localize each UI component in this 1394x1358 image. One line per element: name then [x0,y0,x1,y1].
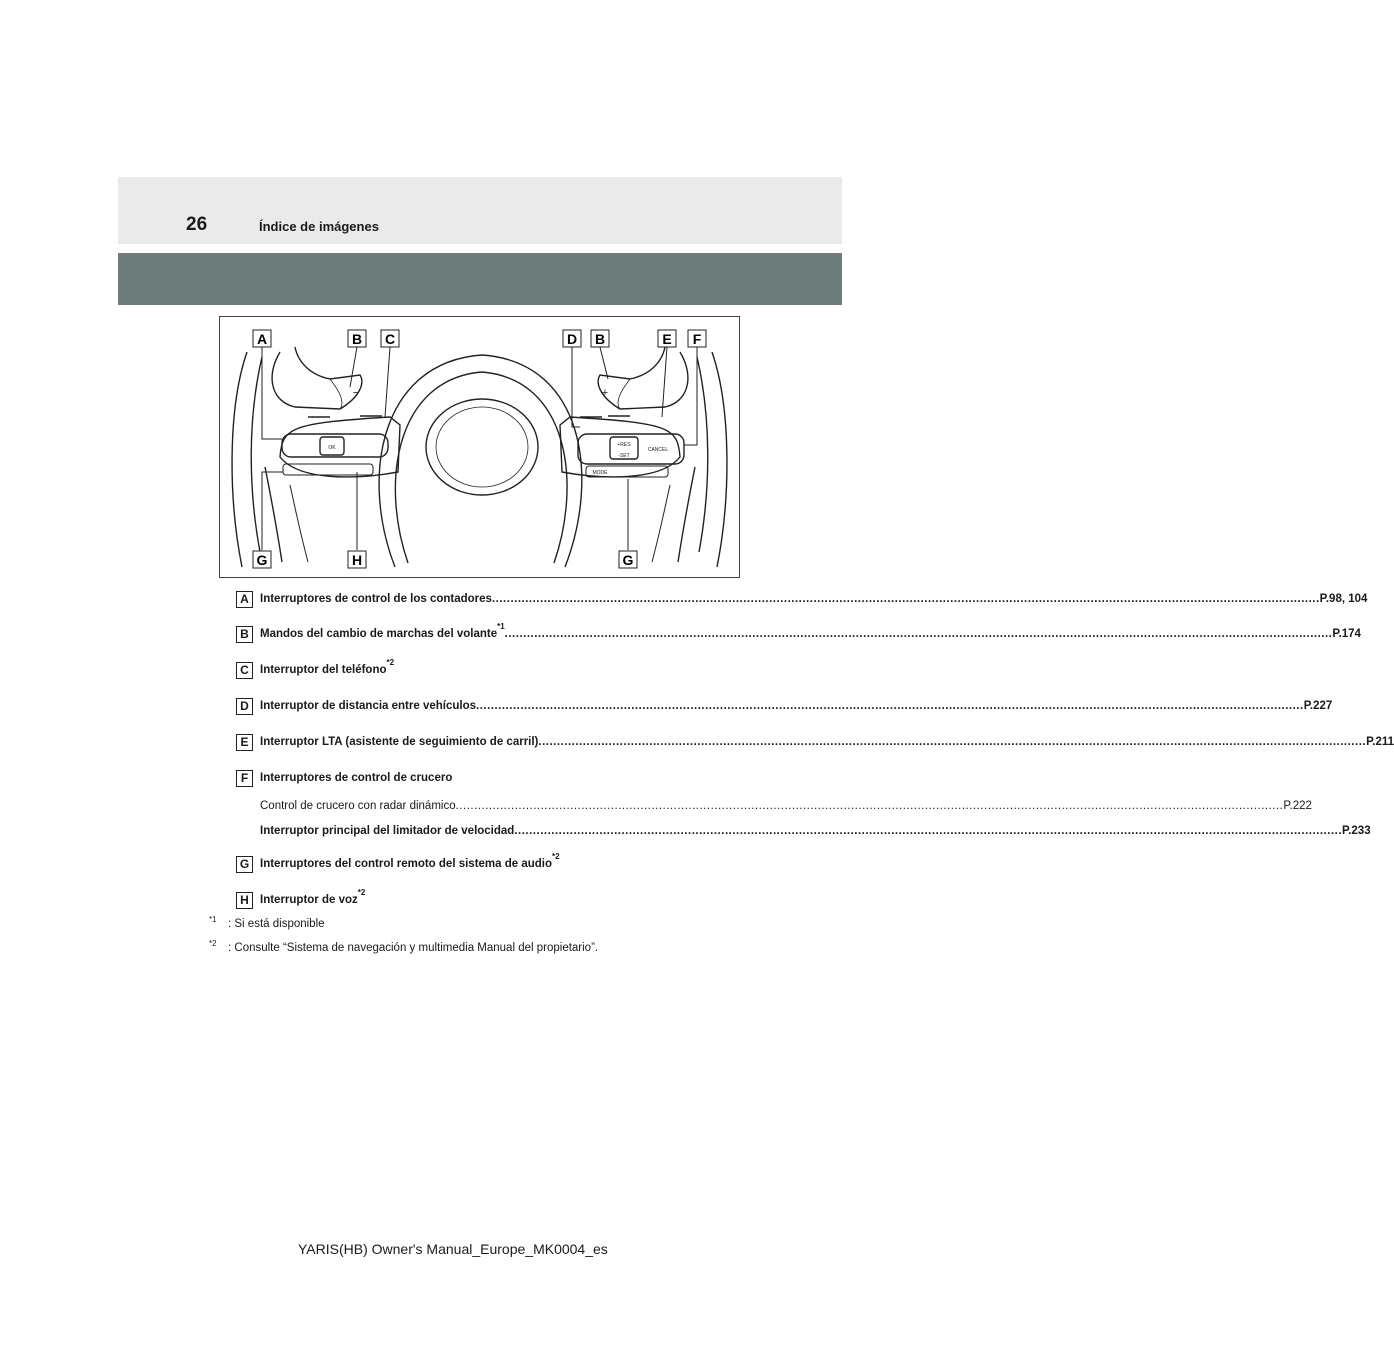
callout-g-right: G [622,552,634,568]
entry-page-ref: P.174 [1332,628,1361,640]
entry-label: Interruptor LTA (asistente de seguimiento de carril) [260,736,539,748]
footnote-text: : Consulte “Sistema de navegación y multimedia Manual del propietario”. [228,942,599,954]
entry-badge: H [236,892,253,909]
entry-c [236,658,722,679]
entry-page-ref: P.211 [1366,736,1394,748]
entry-page-ref: P.222 [1283,800,1312,812]
callout-c: C [384,331,396,347]
entry-badge: B [236,626,253,643]
callout-g-left: G [256,552,268,568]
entry-f [236,770,722,787]
entry-footnote-mark: *2 [357,888,366,897]
entry-page-ref: P.98, 104 [1319,593,1368,605]
callout-a: A [256,331,268,347]
title-bar [118,253,842,305]
entry-footnote-mark: *1 [497,622,505,631]
entry-badge: F [236,770,253,787]
entry-badge: C [236,662,253,679]
ok-button-label: OK [328,445,336,451]
entry-label: Interruptor de distancia entre vehículos [260,700,476,712]
entry-label: Control de crucero con radar dinámico [260,800,456,812]
entry-g [236,852,722,873]
entry-label: Mandos del cambio de marchas del volante [260,628,498,640]
sub-entry-radar-cruise [236,798,1312,815]
callout-b-right: B [594,331,606,347]
entry-h [236,888,722,909]
entry-badge: G [236,856,253,873]
paddle-plus-label: + [601,387,609,399]
paddle-minus-label: − [352,387,360,399]
entry-e [236,734,1394,751]
entry-d [236,698,1333,715]
callout-e: E [662,331,672,347]
callout-d: D [566,331,578,347]
steering-wheel-figure [219,316,740,578]
entry-badge: D [236,698,253,715]
entry-b [236,622,1361,643]
callout-b-left: B [351,331,363,347]
entry-page-ref: P.227 [1303,700,1333,712]
entry-label: Interruptor de voz [260,894,358,906]
sub-entry-speed-limiter [236,823,1371,840]
footnote-2: $^{*2}$ : Consulte “Sistema de navegación y multimedia Manual del propietario”. [209,939,599,954]
footnote-1: $^{*1}$ : Si está disponible [209,915,325,930]
set-button-label: -SET [618,453,630,459]
entry-a [236,591,1368,608]
entry-page-ref: P.233 [1342,825,1371,837]
steering-wheel-illustration [220,317,739,577]
entry-label: Interruptores de control de los contadores [260,593,492,605]
mode-button-label: MODE [592,470,608,476]
footnote-text: : Si está disponible [228,918,325,930]
entry-badge: A [236,591,253,608]
entry-footnote-mark: *2 [386,658,395,667]
cancel-button-label: CANCEL [647,447,669,453]
callout-h: H [351,552,363,568]
res-button-label: +RES [617,442,631,448]
entry-label: Interruptores de control de crucero [260,772,453,784]
entry-label: Interruptores del control remoto del sistema de audio [260,858,553,870]
entry-badge: E [236,734,253,751]
callout-f: F [692,331,702,347]
entry-footnote-mark: *2 [552,852,560,861]
page-number: 26 [186,214,208,235]
section-title: Índice de imágenes [259,219,379,234]
entry-label: Interruptor del teléfono [260,664,387,676]
header-band [118,177,842,244]
entry-label: Interruptor principal del limitador de velocidad [260,825,515,837]
page-footer: YARIS(HB) Owner's Manual_Europe_MK0004_es [298,1241,608,1257]
